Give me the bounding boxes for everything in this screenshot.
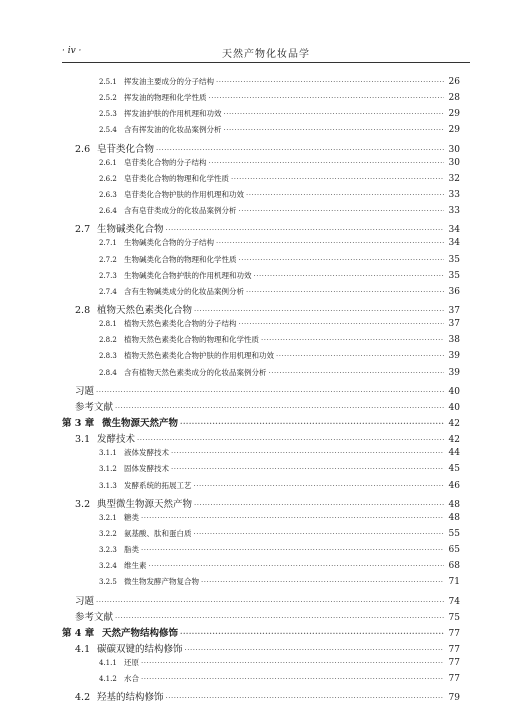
toc-entry-page: 55 xyxy=(448,528,460,539)
dot-leader xyxy=(96,388,444,396)
toc-entry-page: 40 xyxy=(448,402,460,413)
toc-entry-number: 3.2.1 xyxy=(99,513,117,522)
toc-entry-number: 2.6.2 xyxy=(99,174,117,183)
dot-leader xyxy=(269,369,445,377)
toc-entry-number: 2.5.1 xyxy=(99,78,117,86)
toc-entry[interactable] xyxy=(62,221,460,237)
toc-entry-page: 77 xyxy=(448,628,460,639)
toc-entry[interactable] xyxy=(62,480,460,496)
toc-entry-page: 77 xyxy=(448,644,460,655)
toc-entry[interactable] xyxy=(62,367,460,383)
toc-entry-number: 4.1 xyxy=(75,643,91,655)
toc-entry-number: 2.5.3 xyxy=(99,110,117,119)
toc-entry-page: 71 xyxy=(448,577,460,588)
toc-entry-page: 28 xyxy=(448,93,460,104)
toc-entry[interactable] xyxy=(62,431,460,447)
toc-entry[interactable] xyxy=(62,302,460,318)
dot-leader xyxy=(254,272,445,280)
toc-entry-page: 37 xyxy=(448,319,460,330)
toc-entry-title: 还原 xyxy=(124,658,139,668)
dot-leader xyxy=(137,436,444,444)
toc-entry-title: 参考文献 xyxy=(75,401,114,413)
toc-entry-number: 4.1.1 xyxy=(99,659,117,668)
dot-leader xyxy=(194,530,445,538)
toc-entry-title: 碳碳双键的结构修饰 xyxy=(97,643,183,655)
toc-entry-number: 3.1.1 xyxy=(99,449,117,458)
toc-entry-number: 2.7 xyxy=(75,224,91,236)
dot-leader xyxy=(180,419,444,428)
dot-leader xyxy=(231,175,444,183)
toc-entry-page: 39 xyxy=(448,351,460,362)
dot-leader xyxy=(141,675,444,683)
toc-entry-title: 维生素 xyxy=(124,561,147,571)
toc-entry-page: 37 xyxy=(448,305,460,316)
toc-entry-number: 2.8.1 xyxy=(99,320,117,329)
toc-entry-number: 2.5.4 xyxy=(99,126,117,135)
toc-entry-number: 3.2.5 xyxy=(99,578,117,587)
toc-entry-number: 3.2.4 xyxy=(99,562,117,571)
toc-entry[interactable] xyxy=(62,92,460,108)
toc-entry-number: 2.7.4 xyxy=(99,287,117,296)
toc-entry[interactable] xyxy=(62,641,460,657)
dot-leader xyxy=(166,694,444,702)
toc-entry-number: 2.7.1 xyxy=(99,239,117,248)
toc-entry-number: 2.8.4 xyxy=(99,368,117,377)
toc-entry-page: 46 xyxy=(448,480,460,491)
toc-entry-title: 皂苷类化合物的分子结构 xyxy=(124,157,207,167)
dot-leader xyxy=(224,110,445,118)
toc-entry-title: 微生物发酵产物复合物 xyxy=(124,577,199,587)
toc-entry-page: 48 xyxy=(448,512,460,523)
toc-entry-title: 发酵系统的拓展工艺 xyxy=(124,480,192,490)
toc-entry[interactable] xyxy=(62,415,460,431)
toc-entry-title: 皂苷类化合物 xyxy=(97,143,155,155)
toc-entry-page: 77 xyxy=(448,658,460,669)
dot-leader xyxy=(171,465,444,473)
dot-leader xyxy=(246,288,444,296)
dot-leader xyxy=(185,646,444,654)
toc-entry-title: 参考文献 xyxy=(75,611,114,623)
toc-entry-title: 植物天然色素类化合物的物理和化学性质 xyxy=(124,335,259,345)
toc-entry[interactable] xyxy=(62,673,460,689)
toc-entry[interactable] xyxy=(62,544,460,560)
toc-entry[interactable] xyxy=(62,399,460,415)
page-header xyxy=(62,44,470,63)
toc-entry[interactable] xyxy=(62,576,460,592)
toc-entry-page: 36 xyxy=(448,286,460,297)
dot-leader xyxy=(224,126,445,134)
toc-entry-page: 65 xyxy=(448,545,460,556)
toc-entry[interactable] xyxy=(62,270,460,286)
toc-entry[interactable] xyxy=(62,593,460,609)
dot-leader xyxy=(239,320,445,328)
toc-entry-title: 生物碱类化合物的分子结构 xyxy=(124,238,214,248)
toc-entry-page: 30 xyxy=(448,157,460,168)
dot-leader xyxy=(239,256,445,264)
dot-leader xyxy=(194,482,445,490)
toc-entry-number: 2.6.4 xyxy=(99,207,117,216)
toc-entry-number: 2.8.2 xyxy=(99,336,117,345)
toc-entry-page: 29 xyxy=(448,109,460,120)
dot-leader xyxy=(239,207,445,215)
toc-entry-number: 3.2.2 xyxy=(99,529,117,538)
toc-entry-number: 3.1.3 xyxy=(99,481,117,490)
toc-entry-title: 典型微生物源天然产物 xyxy=(97,498,193,510)
dot-leader xyxy=(149,562,445,570)
dot-leader xyxy=(166,226,444,234)
toc-entry-title: 脂类 xyxy=(124,545,139,555)
toc-entry[interactable] xyxy=(62,318,460,334)
toc-entry-page: 34 xyxy=(448,238,460,249)
toc-entry-number: 3.2.3 xyxy=(99,546,117,555)
toc-entry-page: 29 xyxy=(448,125,460,136)
dot-leader xyxy=(171,449,444,457)
running-title: 天然产物化妆品学 xyxy=(222,49,310,60)
toc-entry-number: 第 4 章 xyxy=(62,627,95,639)
toc-entry[interactable] xyxy=(62,189,460,205)
toc-entry-title: 习题 xyxy=(75,595,95,607)
toc-entry[interactable] xyxy=(62,383,460,399)
toc-entry[interactable] xyxy=(62,496,460,512)
dot-leader xyxy=(115,404,444,412)
dot-leader xyxy=(201,578,444,586)
toc-entry-title: 挥发油的物理和化学性质 xyxy=(124,93,207,103)
toc-entry-title: 植物天然色素类化合物 xyxy=(97,304,193,316)
toc-entry-page: 44 xyxy=(448,448,460,459)
dot-leader xyxy=(141,546,444,554)
toc-entry[interactable] xyxy=(62,157,460,173)
toc-entry[interactable] xyxy=(62,124,460,140)
toc-entry-title: 含有皂苷类成分的化妆品案例分析 xyxy=(124,206,237,216)
toc-entry-page: 42 xyxy=(448,418,460,429)
toc-entry-title: 微生物源天然产物 xyxy=(102,417,179,429)
toc-entry-number: 2.6.3 xyxy=(99,190,117,199)
toc-entry-page: 42 xyxy=(448,435,460,446)
toc-entry-title: 挥发油护肤的作用机理和功效 xyxy=(124,109,222,119)
toc-entry-page: 35 xyxy=(448,254,460,265)
dot-leader xyxy=(216,78,444,86)
toc-entry-number: 3.2 xyxy=(75,498,91,510)
dot-leader xyxy=(261,336,444,344)
toc-entry-page: 38 xyxy=(448,335,460,346)
toc-entry-title: 羟基的结构修饰 xyxy=(97,692,164,704)
dot-leader xyxy=(156,146,444,154)
toc-entry-page: 30 xyxy=(448,144,460,155)
toc-entry-page: 32 xyxy=(448,173,460,184)
page-number: · iv · xyxy=(62,46,82,56)
toc-entry-title: 生物碱类化合物 xyxy=(97,224,164,236)
toc-entry-title: 皂苷类化合物护肤的作用机理和功效 xyxy=(124,189,244,199)
toc-entry[interactable] xyxy=(62,76,460,92)
toc-entry-page: 45 xyxy=(448,464,460,475)
toc-entry-page: 34 xyxy=(448,225,460,236)
toc-entry-title: 发酵技术 xyxy=(97,434,136,446)
toc-entry-number: 2.5.2 xyxy=(99,94,117,103)
toc-entry-page: 77 xyxy=(448,674,460,685)
toc-entry-title: 糖类 xyxy=(124,512,139,522)
toc-entry[interactable] xyxy=(62,463,460,479)
toc-entry[interactable] xyxy=(62,689,460,705)
toc-entry-number: 2.6 xyxy=(75,143,91,155)
toc-entry[interactable] xyxy=(62,334,460,350)
toc-entry[interactable] xyxy=(62,447,460,463)
toc-entry-title: 生物碱类化合物护肤的作用机理和功效 xyxy=(124,270,252,280)
dot-leader xyxy=(194,307,444,315)
toc-entry-page: 74 xyxy=(448,596,460,607)
toc-entry-title: 皂苷类化合物的物理和化学性质 xyxy=(124,173,229,183)
toc-entry-title: 液体发酵技术 xyxy=(124,448,169,458)
toc-entry-number: 3.1 xyxy=(75,434,91,446)
toc-entry-title: 含有植物天然色素类成分的化妆品案例分析 xyxy=(124,367,267,377)
toc-entry-title: 天然产物结构修饰 xyxy=(102,627,179,639)
toc-entry[interactable] xyxy=(62,528,460,544)
dot-leader xyxy=(96,598,444,606)
toc-entry[interactable] xyxy=(62,625,460,641)
toc-entry[interactable] xyxy=(62,254,460,270)
dot-leader xyxy=(115,614,444,622)
toc-entry[interactable] xyxy=(62,286,460,302)
toc-entry-page: 48 xyxy=(448,499,460,510)
toc-entry-number: 2.7.3 xyxy=(99,271,117,280)
toc-entry[interactable] xyxy=(62,205,460,221)
dot-leader xyxy=(216,239,444,247)
dot-leader xyxy=(246,191,444,199)
toc-entry-title: 氨基酸、肽和蛋白质 xyxy=(124,528,192,538)
dot-leader xyxy=(276,352,444,360)
toc-entry[interactable] xyxy=(62,141,460,157)
dot-leader xyxy=(194,501,444,509)
toc-entry[interactable] xyxy=(62,609,460,625)
toc-entry[interactable] xyxy=(62,657,460,673)
toc-entry[interactable] xyxy=(62,512,460,528)
toc-entry-page: 68 xyxy=(448,561,460,572)
toc-entry-title: 水合 xyxy=(124,674,139,684)
toc-entry-page: 39 xyxy=(448,367,460,378)
toc-entry[interactable] xyxy=(62,560,460,576)
toc-entry-number: 4.2 xyxy=(75,692,91,704)
toc-entry-page: 40 xyxy=(448,386,460,397)
dot-leader xyxy=(141,514,444,522)
toc-entry[interactable] xyxy=(62,350,460,366)
toc-entry-title: 植物天然色素类化合物的分子结构 xyxy=(124,319,237,329)
toc-entry-title: 习题 xyxy=(75,385,95,397)
toc-entry-number: 2.8 xyxy=(75,304,91,316)
toc-entry-page: 35 xyxy=(448,270,460,281)
dot-leader xyxy=(180,629,444,638)
toc-entry[interactable] xyxy=(62,173,460,189)
dot-leader xyxy=(209,94,445,102)
toc-entry-page: 26 xyxy=(448,77,460,87)
toc-entry-title: 含有挥发油的化妆品案例分析 xyxy=(124,125,222,135)
toc-entry-page: 33 xyxy=(448,206,460,217)
toc-entry-title: 固体发酵技术 xyxy=(124,464,169,474)
toc-entry-title: 植物天然色素类化合物护肤的作用机理和功效 xyxy=(124,351,274,361)
toc-entry-page: 75 xyxy=(448,612,460,623)
dot-leader xyxy=(141,659,444,667)
toc-entry-title: 挥发油主要成分的分子结构 xyxy=(124,77,214,86)
toc-entry-page: 33 xyxy=(448,189,460,200)
toc-entry-number: 第 3 章 xyxy=(62,417,95,429)
toc-entry-number: 2.6.1 xyxy=(99,158,117,167)
toc-entry-number: 3.1.2 xyxy=(99,465,117,474)
toc-entry-title: 含有生物碱类成分的化妆品案例分析 xyxy=(124,286,244,296)
toc-entry[interactable] xyxy=(62,108,460,124)
toc-entry-title: 生物碱类化合物的物理和化学性质 xyxy=(124,254,237,264)
table-of-contents xyxy=(62,76,460,705)
toc-entry-number: 4.1.2 xyxy=(99,675,117,684)
toc-entry-number: 2.7.2 xyxy=(99,255,117,264)
toc-entry-number: 2.8.3 xyxy=(99,352,117,361)
dot-leader xyxy=(209,159,445,167)
toc-entry-page: 79 xyxy=(448,693,460,704)
toc-entry[interactable] xyxy=(62,237,460,253)
